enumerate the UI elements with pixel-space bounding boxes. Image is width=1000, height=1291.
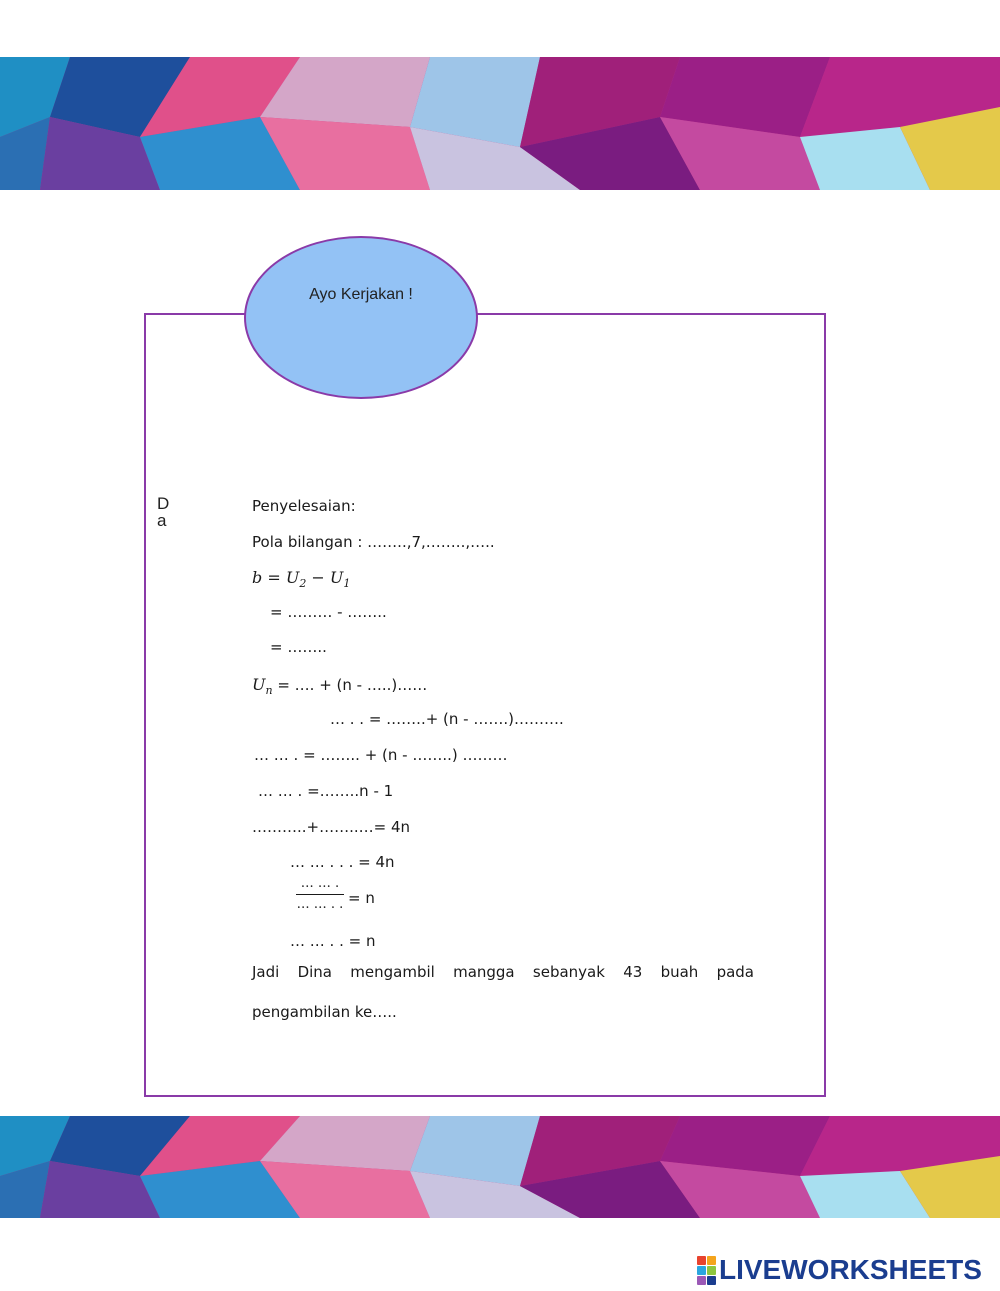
general-term-step-1: … . . = ……..+ (n - …….)………. (330, 710, 564, 728)
fraction-numerator: … … . (300, 876, 340, 891)
fraction-denominator: … … . . (296, 897, 344, 912)
general-term-formula (252, 675, 427, 697)
fraction-expression (296, 876, 344, 913)
fraction-bar (296, 894, 344, 895)
liveworksheets-logo-icon (697, 1256, 716, 1285)
general-term-u: U (252, 675, 266, 694)
number-pattern: Pola bilangan : ……..,7,……..,….. (252, 533, 495, 551)
liveworksheets-logo-text: LIVEWORKSHEETS (719, 1254, 982, 1285)
general-term-rhs: = …. + (n - …..)…… (272, 676, 428, 694)
general-term-sub-n: n (265, 684, 273, 697)
difference-step-2: = …….. (270, 638, 327, 656)
fraction-result: = n (348, 889, 375, 907)
top-decorative-banner (0, 57, 1000, 190)
equation-line-1: ………..+……..…= 4n (252, 818, 411, 836)
heading-oval (244, 236, 478, 399)
cut-off-text-1: D (157, 494, 170, 513)
liveworksheets-logo (697, 1254, 982, 1286)
bottom-decorative-banner (0, 1116, 1000, 1218)
cut-off-text-2: a (157, 511, 167, 530)
solution-title: Penyelesaian: (252, 497, 356, 515)
equation-line-3: … … . . = n (290, 932, 376, 950)
difference-formula (252, 568, 350, 590)
difference-step-1: = ……… - …….. (270, 603, 387, 621)
difference-formula-sub-2: 2 (299, 577, 307, 590)
difference-formula-lhs: b = U (252, 568, 300, 587)
general-term-step-2: … … . = …….. + (n - ……..) ……… (254, 746, 508, 764)
conclusion-line-1: Jadi Dina mengambil mangga sebanyak 43 buah pada (252, 963, 754, 981)
general-term-step-3: … … . =……..n - 1 (258, 782, 394, 800)
difference-formula-mid: − U (306, 568, 344, 587)
difference-formula-sub-1: 1 (343, 577, 351, 590)
heading-label: Ayo Kerjakan ! (309, 286, 413, 303)
conclusion-line-2: pengambilan ke….. (252, 1003, 397, 1021)
equation-line-2: … … . . . = 4n (290, 853, 395, 871)
